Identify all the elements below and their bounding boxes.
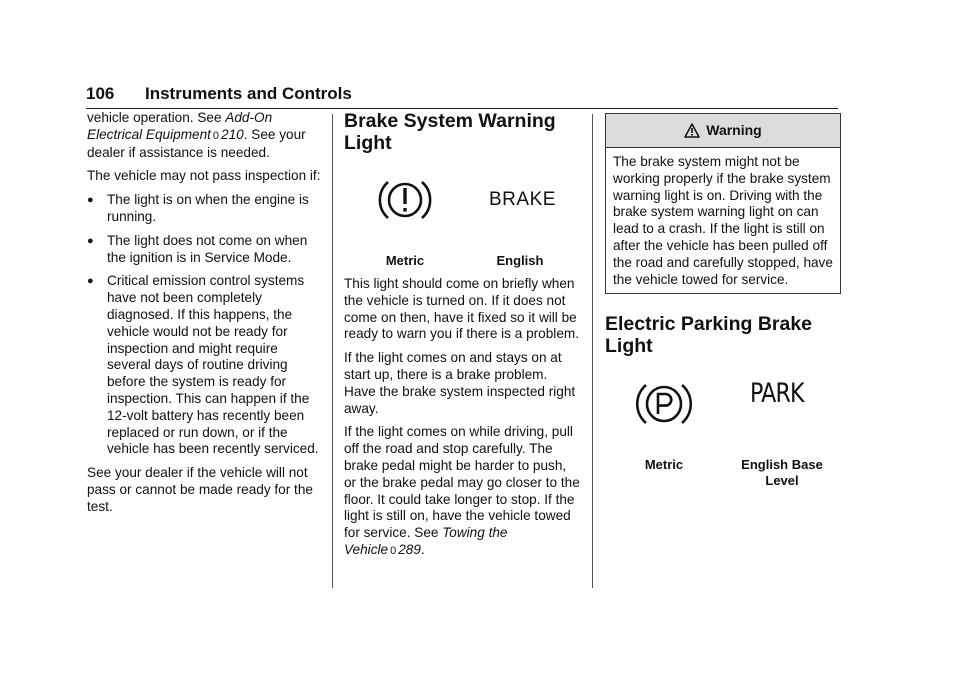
page-header (86, 82, 838, 109)
column-right (605, 110, 841, 497)
metric-caption: Metric (644, 457, 684, 473)
brake-warning-metric-icon (375, 176, 435, 224)
paragraph-addon: vehicle operation. See Add-On Electrical Equipment 0 210. See your dealer if assistance is needed. (87, 110, 306, 160)
towing-page-ref[interactable]: 289 (398, 541, 421, 557)
list-item: ● The light is on when the engine is running. (87, 192, 309, 224)
english-caption: English (496, 253, 544, 268)
brake-english-icon: BRAKE (489, 189, 556, 210)
paragraph-inspection: The vehicle may not pass inspection if: (87, 168, 321, 184)
brake-icons (344, 154, 580, 276)
bullet: ● (87, 275, 94, 288)
parking-brake-metric-icon (633, 379, 695, 429)
warning-title: Warning (706, 122, 762, 139)
paragraph-dealer: See your dealer if the vehicle will not pass or cannot be made ready for the test. (87, 465, 313, 514)
paragraph-brake-1: This light should come on briefly when the vehicle is turned on. If it does not come on then, have it fixed so it will be ready to warn you if there is a problem. (344, 276, 579, 342)
list-item: ● The light does not come on when the ignition is in Service Mode. (87, 232, 308, 265)
addon-page-ref[interactable]: 210 (221, 126, 244, 142)
parking-brake-heading: Electric Parking Brake Light (605, 313, 813, 358)
page-ref-arrow: 0 (390, 544, 397, 557)
page-number: 106 (86, 84, 115, 103)
warning-box (605, 113, 841, 294)
column-divider-left (332, 114, 333, 588)
column-middle (344, 110, 580, 567)
column-left (87, 110, 325, 523)
warning-icon (684, 123, 700, 138)
parking-brake-icons (605, 357, 841, 497)
addon-equipment-link[interactable]: Add-On Electrical Equipment (87, 110, 273, 142)
bullet: ● (87, 234, 94, 247)
page-ref-arrow: 0 (212, 129, 220, 142)
list-item: ● Critical emission control systems have not been completely diagnosed. If this happens, the vehicle would not be ready for inspection and might require several days of routine driving before the system is ready for inspection. This can happen if the 12-volt battery has recently been replaced or run down, or if the vehicle has been recently serviced. (87, 273, 319, 457)
section-title: Instruments and Controls (145, 84, 352, 103)
brake-warning-heading: Brake System Warning Light (344, 110, 556, 154)
bullet: ● (87, 194, 94, 207)
park-english-icon: PARK (750, 378, 804, 410)
warning-body: The brake system might not be working properly if the brake system warning light is on. Driving with the brake system warning light on can lead to a crash. If the light is still on after the vehicle has been pulled off the road and carefully stopped, have the vehicle towed for service. (613, 154, 833, 287)
column-divider-right (592, 114, 593, 588)
paragraph-brake-2: If the light comes on and stays on at start up, there is a brake problem. Have the brake system inspected right away. (344, 350, 576, 416)
english-base-caption: English Base Level (741, 457, 823, 489)
towing-link[interactable]: Towing the Vehicle (344, 525, 508, 557)
metric-caption: Metric (385, 253, 425, 268)
warning-title-bar (606, 114, 840, 148)
paragraph-brake-3: If the light comes on while driving, pull off the road and stop carefully. The brake pedal might be harder to push, or the brake pedal may go closer to the floor. It could take longer to stop. If the light is still on, have the vehicle towed for service. See Towing the Vehicle 0 289. (344, 424, 580, 557)
